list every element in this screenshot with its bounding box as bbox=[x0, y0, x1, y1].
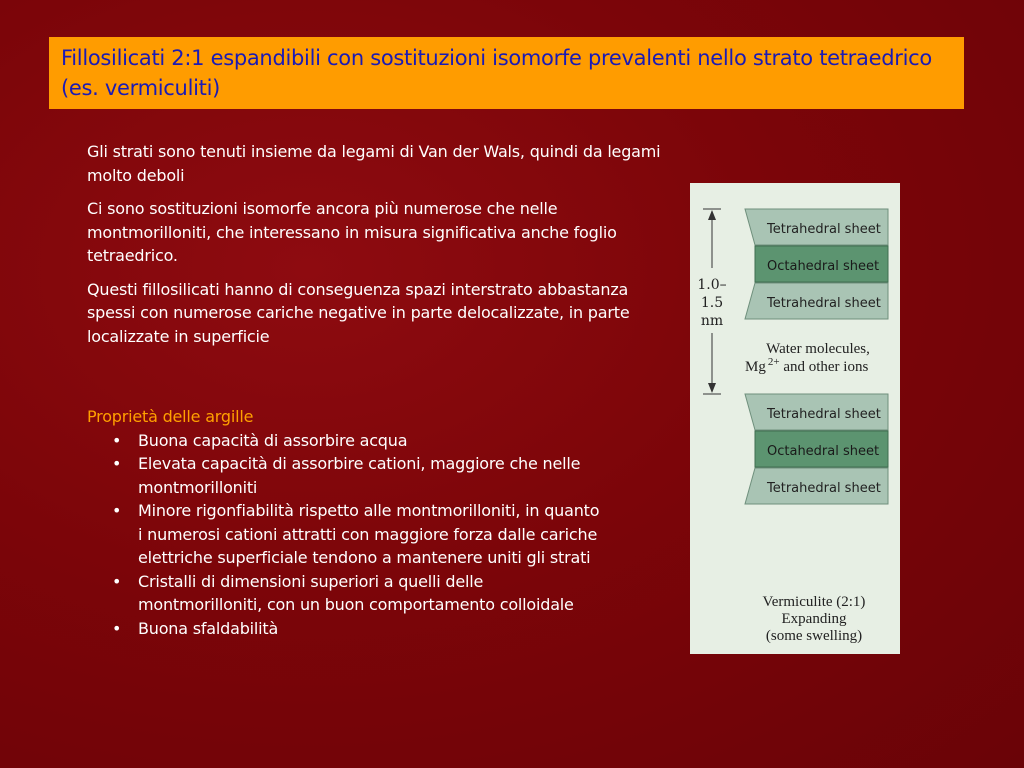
list-item-text: Buona sfaldabilità bbox=[138, 618, 279, 638]
list-item bbox=[87, 452, 607, 499]
clay-properties-section bbox=[87, 405, 607, 640]
interlayer-charge: 2+ bbox=[767, 356, 780, 368]
layer-label: Octahedral sheet bbox=[767, 259, 880, 274]
list-item bbox=[87, 499, 607, 570]
bullet-icon: • bbox=[112, 501, 122, 520]
slide-title: Fillosilicati 2:1 espandibili con sostituzioni isomorfe prevalenti nello strato tetraedrico (es. vermiculiti) bbox=[61, 46, 932, 100]
layer-label: Tetrahedral sheet bbox=[767, 407, 881, 422]
layer-label: Tetrahedral sheet bbox=[767, 222, 881, 237]
bullet-icon: • bbox=[112, 454, 122, 473]
list-item bbox=[87, 429, 607, 453]
bullet-icon: • bbox=[112, 618, 122, 638]
bullet-icon: • bbox=[112, 571, 122, 591]
list-item bbox=[87, 570, 607, 617]
spacing-label: 1.0– bbox=[697, 277, 727, 293]
list-item bbox=[87, 617, 607, 641]
spacing-label: nm bbox=[700, 313, 724, 329]
diagram-svg bbox=[690, 183, 900, 654]
diagram-caption: Expanding bbox=[781, 611, 847, 627]
spacing-label: 1.5 bbox=[700, 295, 724, 311]
slide-title-box bbox=[49, 37, 964, 109]
interlayer-ions-text: and other ions bbox=[779, 359, 869, 375]
list-item-text: Elevata capacità di assorbire cationi, maggiore che nelle montmorilloniti bbox=[138, 454, 581, 497]
interlayer-label bbox=[745, 356, 868, 375]
vermiculite-structure-diagram bbox=[690, 183, 900, 654]
layer-label: Octahedral sheet bbox=[767, 444, 880, 459]
interlayer-ion: Mg bbox=[745, 359, 766, 375]
interlayer-label: Water molecules, bbox=[766, 341, 870, 357]
properties-list bbox=[87, 429, 607, 641]
list-item-text: Minore rigonfiabilità rispetto alle montmorilloniti, in quanto i numerosi cationi attratti con maggiore forza dalle cariche elettriche superficiale tendono a mantenere uniti gli strati bbox=[138, 501, 600, 567]
diagram-caption: (some swelling) bbox=[765, 628, 863, 644]
paragraph-interlayer-spaces: Questi fillosilicati hanno di conseguenza spazi interstrato abbastanza spessi con numerose cariche negative in parte delocalizzate, in parte localizzate in superficie bbox=[87, 279, 630, 346]
paragraph-isomorphic-substitutions: Ci sono sostituzioni isomorfe ancora più numerose che nelle montmorilloniti, che interessano in misura significativa anche foglio tetraedrico. bbox=[87, 199, 617, 265]
layer-label: Tetrahedral sheet bbox=[767, 296, 881, 311]
list-item-text: Cristalli di dimensioni superiori a quelli delle montmorilloniti, con un buon comportamento colloidale bbox=[138, 571, 574, 614]
paragraph-van-der-waals: Gli strati sono tenuti insieme da legami di Van der Wals, quindi da legami molto deboli bbox=[87, 142, 661, 185]
bullet-icon: • bbox=[112, 430, 122, 450]
layer-label: Tetrahedral sheet bbox=[767, 481, 881, 496]
properties-heading: Proprietà delle argille bbox=[87, 407, 254, 426]
list-item-text: Buona capacità di assorbire acqua bbox=[138, 430, 408, 450]
diagram-caption: Vermiculite (2:1) bbox=[762, 594, 866, 610]
body-text bbox=[87, 140, 662, 358]
